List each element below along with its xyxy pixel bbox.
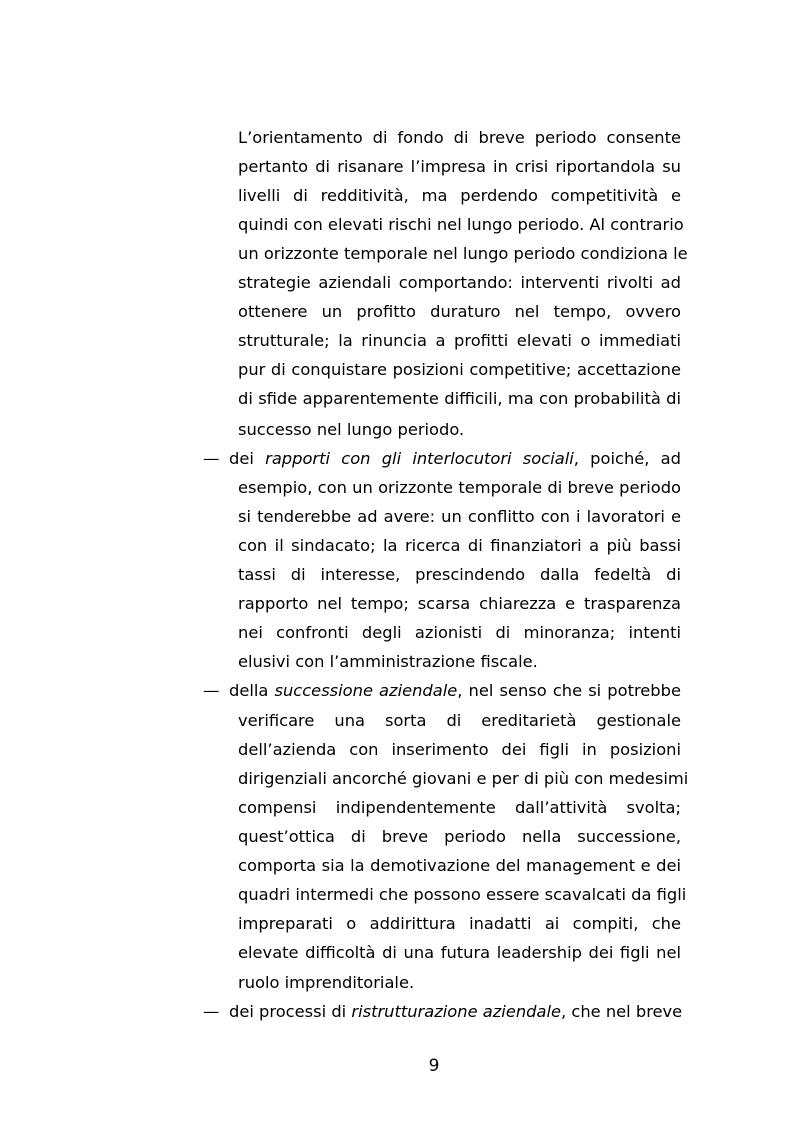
item2-line-11: ruolo imprenditoriale. bbox=[238, 973, 415, 992]
paragraph1-line-10: di sfide apparentemente difficili, ma con probabilità di bbox=[238, 389, 681, 408]
paragraph1-line-3: livelli di redditività, ma perdendo competitività e bbox=[238, 186, 681, 205]
item2-line-8: quadri intermedi che possono essere scavalcati da figli bbox=[238, 885, 687, 904]
paragraph1-line-1: L’orientamento di fondo di breve periodo consente bbox=[238, 128, 681, 147]
item2-line-7: comporta sia la demotivazione del management e dei bbox=[238, 856, 681, 875]
item3-tail: , che nel breve bbox=[561, 1002, 683, 1021]
item1-tail: , poiché, ad bbox=[573, 449, 681, 468]
item1-emphasis: rapporti con gli interlocutori sociali bbox=[265, 449, 574, 468]
item1-dash: — bbox=[203, 449, 220, 468]
item1-line-8: elusivi con l’amministrazione fiscale. bbox=[238, 652, 538, 671]
page-number: 9 bbox=[428, 1056, 440, 1076]
paragraph1-line-7: ottenere un profitto duraturo nel tempo, ovvero bbox=[238, 302, 681, 321]
item2-lead: della bbox=[229, 681, 269, 700]
item2-line-2: verificare una sorta di ereditarietà gestionale bbox=[238, 711, 681, 730]
item2-first-line bbox=[229, 681, 681, 701]
paragraph1-line-6: strategie aziendali comportando: interventi rivolti ad bbox=[238, 273, 681, 292]
item1-lead: dei bbox=[229, 449, 254, 468]
item1-first-line bbox=[229, 449, 681, 469]
item2-line-4: dirigenziali ancorché giovani e per di più con medesimi bbox=[238, 769, 689, 788]
item2-tail: , nel senso che si potrebbe bbox=[457, 681, 681, 700]
paragraph1-line-2: pertanto di risanare l’impresa in crisi riportandola su bbox=[238, 157, 681, 176]
item3-emphasis: ristrutturazione aziendale bbox=[351, 1002, 562, 1021]
item3-first-line bbox=[229, 1002, 681, 1022]
item1-line-3: si tenderebbe ad avere: un conflitto con i lavoratori e bbox=[238, 507, 681, 526]
item1-line-4: con il sindacato; la ricerca di finanziatori a più bassi bbox=[238, 536, 681, 555]
paragraph1-line-5: un orizzonte temporale nel lungo periodo condiziona le bbox=[238, 244, 688, 263]
paragraph1-line-8: strutturale; la rinuncia a profitti elevati o immediati bbox=[238, 331, 681, 350]
paragraph1-line-4: quindi con elevati rischi nel lungo periodo. Al contrario bbox=[238, 215, 684, 234]
item2-line-3: dell’azienda con inserimento dei figli in posizioni bbox=[238, 740, 681, 759]
item2-line-9: impreparati o addirittura inadatti ai compiti, che bbox=[238, 914, 681, 933]
item2-line-6: quest’ottica di breve periodo nella successione, bbox=[238, 827, 681, 846]
item2-line-10: elevate difficoltà di una futura leadership dei figli nel bbox=[238, 943, 681, 962]
item2-emphasis: successione aziendale bbox=[274, 681, 458, 700]
paragraph1-line-11: successo nel lungo periodo. bbox=[238, 420, 465, 439]
item2-line-5: compensi indipendentemente dall’attività svolta; bbox=[238, 798, 681, 817]
item1-line-6: rapporto nel tempo; scarsa chiarezza e trasparenza bbox=[238, 594, 681, 613]
item1-line-7: nei confronti degli azionisti di minoranza; intenti bbox=[238, 623, 681, 642]
item3-lead: dei processi di bbox=[229, 1002, 347, 1021]
item3-dash: — bbox=[203, 1002, 220, 1021]
item1-line-5: tassi di interesse, prescindendo dalla fedeltà di bbox=[238, 565, 681, 584]
item2-dash: — bbox=[203, 681, 220, 700]
paragraph1-line-9: pur di conquistare posizioni competitive; accettazione bbox=[238, 360, 681, 379]
item1-line-2: esempio, con un orizzonte temporale di breve periodo bbox=[238, 478, 681, 497]
